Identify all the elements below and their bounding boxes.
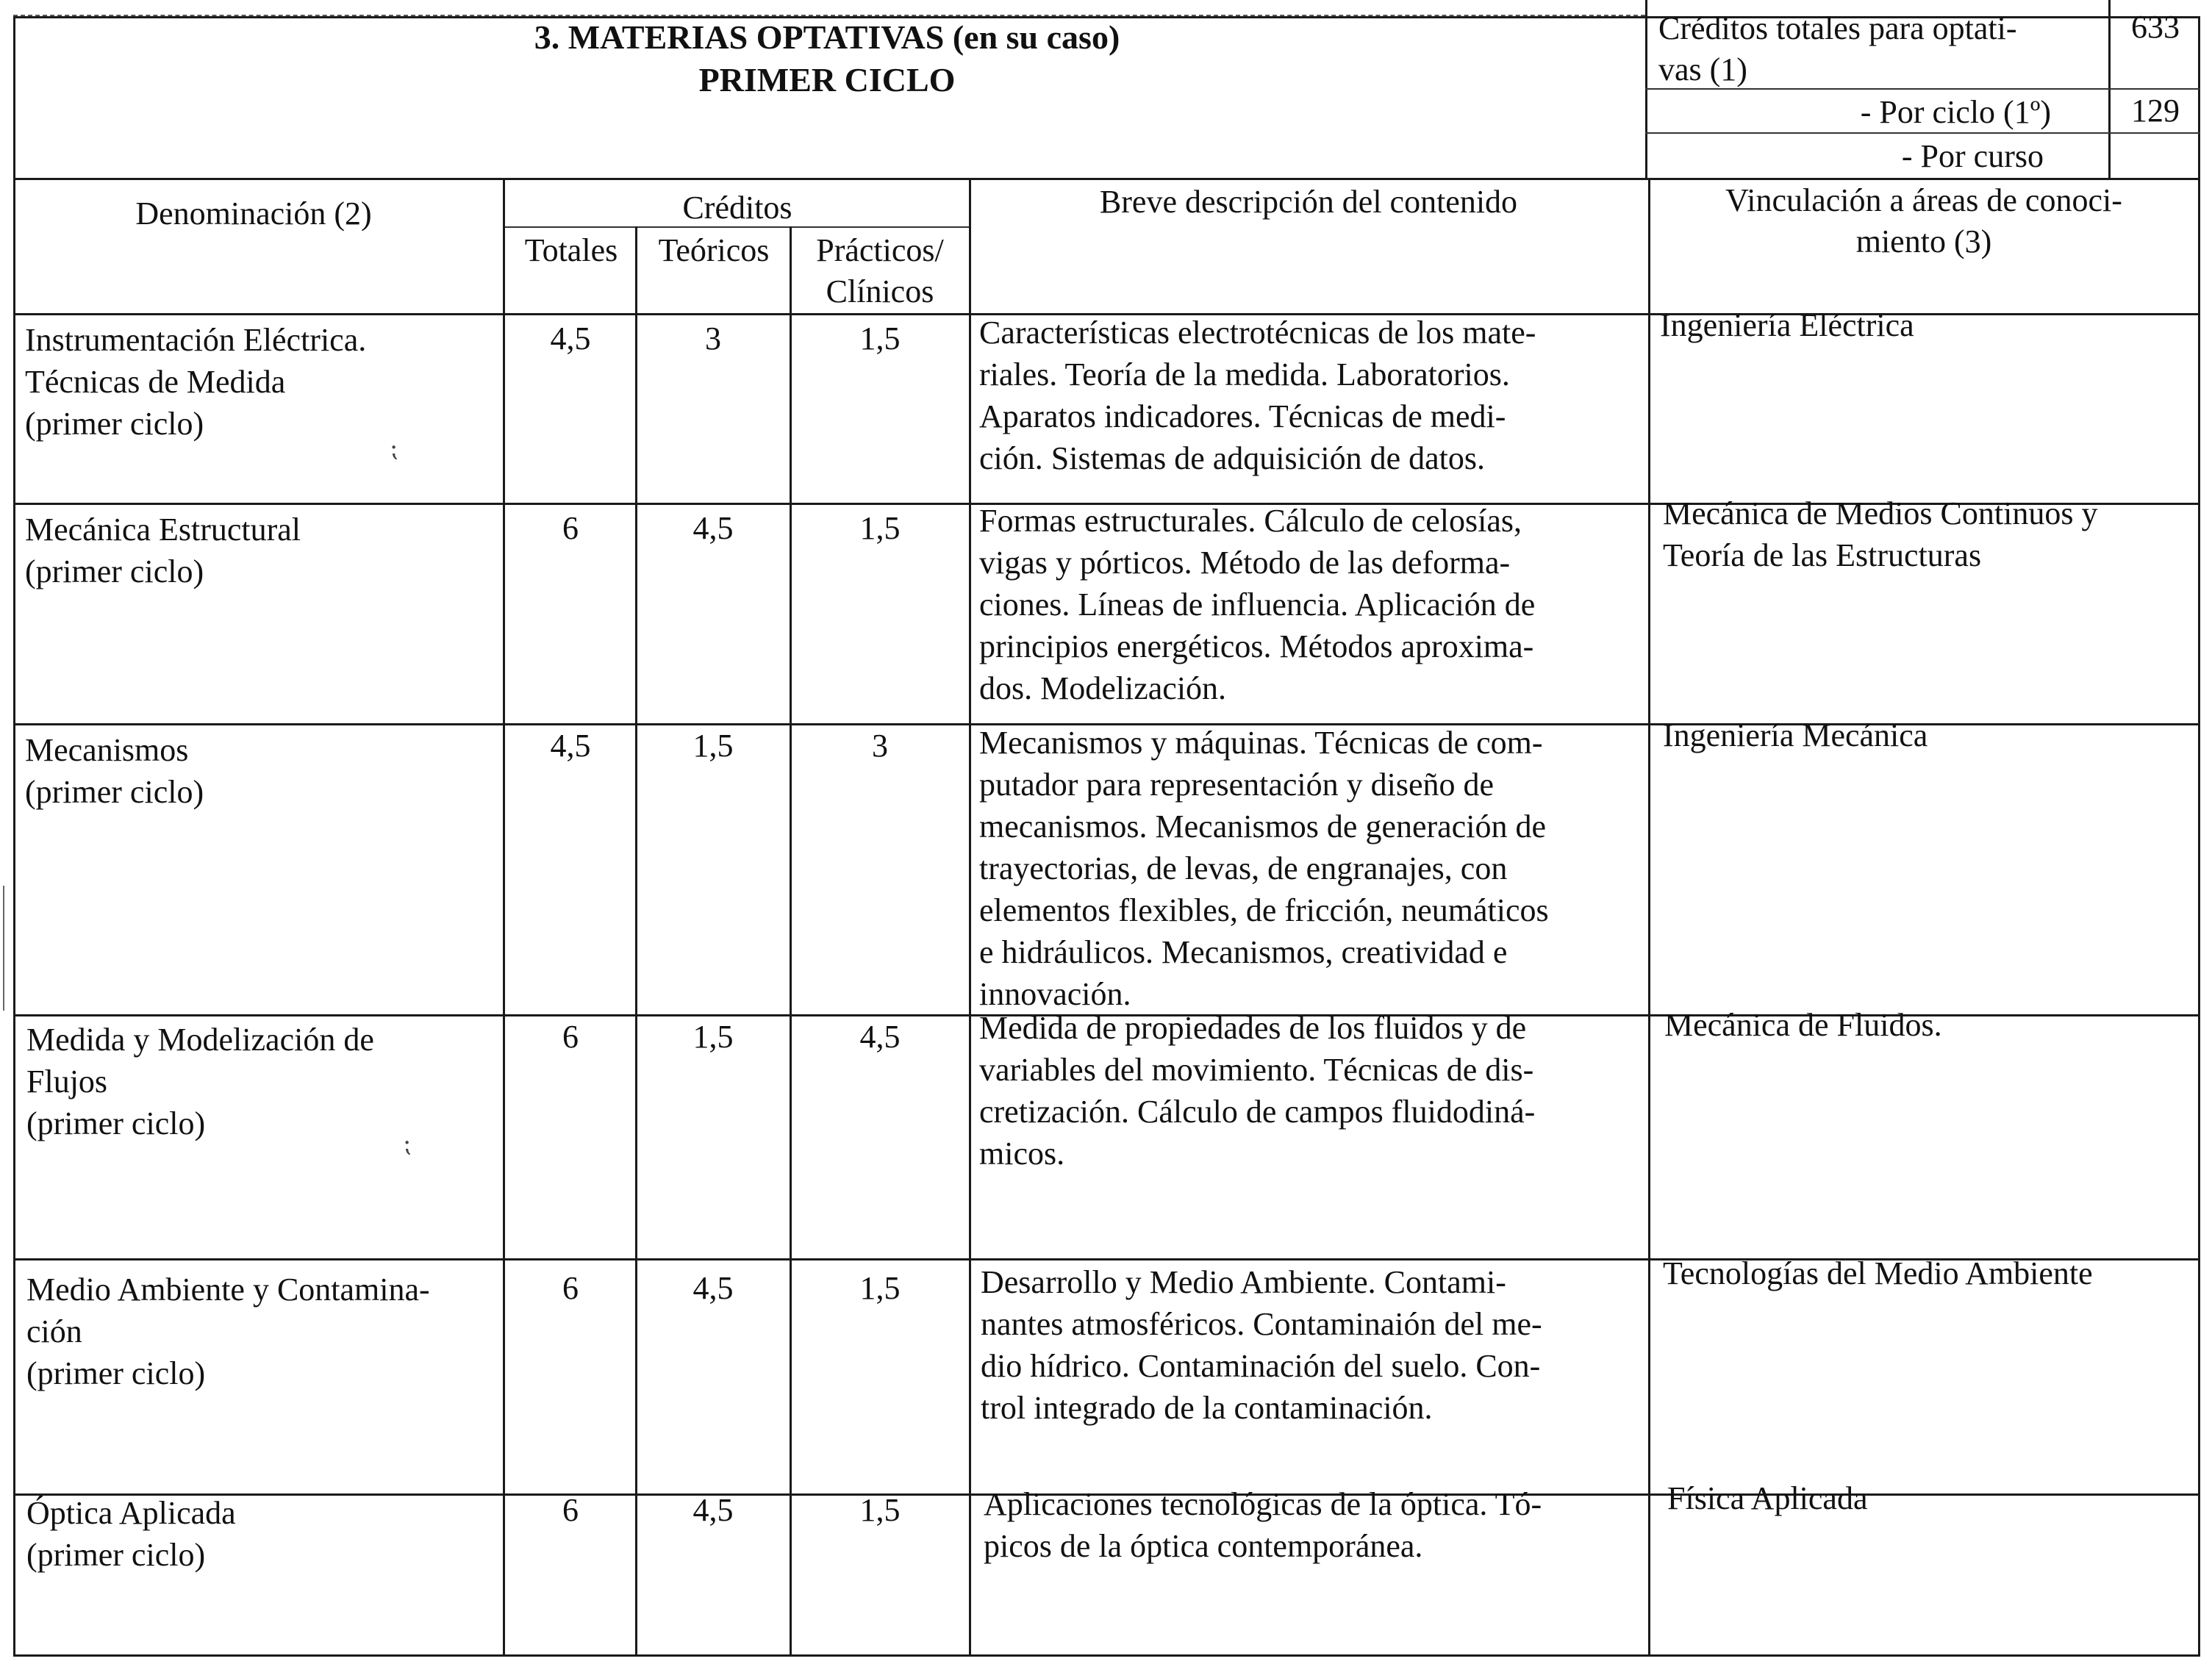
row-6-denominacion: Óptica Aplicada (primer ciclo)	[26, 1495, 236, 1573]
column-header-teoricos: Teóricos	[658, 232, 770, 268]
row-3-area: Ingeniería Mecánica	[1663, 717, 1928, 753]
row-1-area: Ingeniería Eléctrica	[1660, 307, 1914, 343]
scan-speck: ⁏	[390, 435, 398, 462]
row-6-totales: 6	[562, 1492, 579, 1528]
row-3-denominacion: Mecanismos (primer ciclo)	[25, 732, 204, 810]
row-3-teoricos: 1,5	[692, 728, 734, 764]
row-6-descripcion: Aplicaciones tecnológicas de la óptica. Tó- picos de la óptica contemporánea.	[984, 1486, 1542, 1564]
row-5-practicos: 1,5	[859, 1270, 901, 1306]
credits-por-ciclo-value: 129	[2131, 93, 2180, 129]
row-1-descripcion: Características electrotécnicas de los mate- riales. Teoría de la medida. Laboratorios. Aparatos indicadores. Técnicas de medi- ción. Sistemas de adquisición de datos.	[979, 315, 1536, 476]
row-6-area: Física Aplicada	[1667, 1480, 1868, 1516]
credits-total-value: 633	[2131, 9, 2180, 45]
row-4-denominacion: Medida y Modelización de Flujos (primer ciclo)	[26, 1022, 374, 1141]
row-2-totales: 6	[562, 510, 579, 546]
column-header-vinculacion-line2: miento (3)	[1855, 223, 1992, 259]
row-5-teoricos: 4,5	[692, 1270, 734, 1306]
credits-total-label-line1: Créditos totales para optati-	[1658, 10, 2017, 46]
column-header-practicos-line2: Clínicos	[826, 273, 934, 309]
row-6-teoricos: 4,5	[692, 1492, 734, 1528]
row-1-totales: 4,5	[550, 320, 591, 356]
row-1-practicos: 1,5	[859, 320, 901, 356]
row-4-teoricos: 1,5	[692, 1019, 734, 1055]
credits-por-ciclo-label: - Por ciclo (1º)	[1860, 94, 2051, 130]
row-4-practicos: 4,5	[859, 1019, 901, 1055]
row-1-denominacion: Instrumentación Eléctrica. Técnicas de Medida (primer ciclo)	[25, 322, 367, 442]
row-5-area: Tecnologías del Medio Ambiente	[1663, 1255, 2093, 1291]
row-3-practicos: 3	[872, 728, 888, 764]
col-divider-1	[503, 178, 505, 1657]
row-1-teoricos: 3	[705, 320, 721, 356]
column-header-denominacion: Denominación (2)	[135, 196, 372, 232]
credits-total-label-line2: vas (1)	[1658, 51, 1747, 87]
row-2-practicos: 1,5	[859, 510, 901, 546]
col-divider-2	[635, 226, 637, 1657]
row-4-area: Mecánica de Fluidos.	[1664, 1007, 1942, 1043]
column-header-practicos-line1: Prácticos/	[816, 232, 944, 268]
row-4-descripcion: Medida de propiedades de los fluidos y de variables del movimiento. Técnicas de dis- cretización. Cálculo de campos fluidodiná- micos.	[979, 1010, 1536, 1172]
row-5-totales: 6	[562, 1270, 579, 1306]
credits-por-curso-label: - Por curso	[1901, 138, 2044, 174]
row-6-practicos: 1,5	[859, 1492, 901, 1528]
row-2-area: Mecánica de Medios Continuos y Teoría de las Estructuras	[1663, 495, 2098, 573]
column-header-totales: Totales	[524, 232, 618, 268]
row-4-totales: 6	[562, 1019, 579, 1055]
scan-speck: ⁏	[403, 1130, 412, 1158]
col-divider-5	[1648, 178, 1650, 1657]
row-2-teoricos: 4,5	[692, 510, 734, 546]
row-3-totales: 4,5	[550, 728, 591, 764]
section-subtitle: PRIMER CICLO	[698, 61, 956, 98]
creditos-subheader-rule	[504, 226, 970, 228]
col-divider-3	[790, 226, 792, 1657]
row-2-descripcion: Formas estructurales. Cálculo de celosías, vigas y pórticos. Método de las deforma- ciones. Líneas de influencia. Aplicación de principios energéticos. Métodos aproxima- dos. Modelización.	[979, 503, 1536, 706]
col-divider-4	[969, 178, 971, 1657]
column-header-descripcion: Breve descripción del contenido	[1099, 184, 1518, 220]
column-header-vinculacion-line1: Vinculación a áreas de conoci-	[1725, 182, 2122, 218]
row-2-denominacion: Mecánica Estructural (primer ciclo)	[25, 512, 301, 589]
scan-edge-mark	[3, 886, 4, 1011]
row-5-denominacion: Medio Ambiente y Contamina- ción (primer ciclo)	[26, 1272, 430, 1391]
row-3-descripcion: Mecanismos y máquinas. Técnicas de com- putador para representación y diseño de mecanismos. Mecanismos de generación de trayectorias, de levas, de engranajes, con elementos flexibles, de fricción, neumáticos e hidráulicos. Mecanismos, creatividad e innovación.	[979, 725, 1549, 1012]
column-header-creditos: Créditos	[682, 190, 792, 226]
section-title: 3. MATERIAS OPTATIVAS (en su caso)	[534, 18, 1120, 56]
row-5-descripcion: Desarrollo y Medio Ambiente. Contami- nantes atmosféricos. Contaminaión del me- dio hídrico. Contaminación del suelo. Con- trol integrado de la contaminación.	[981, 1264, 1542, 1426]
